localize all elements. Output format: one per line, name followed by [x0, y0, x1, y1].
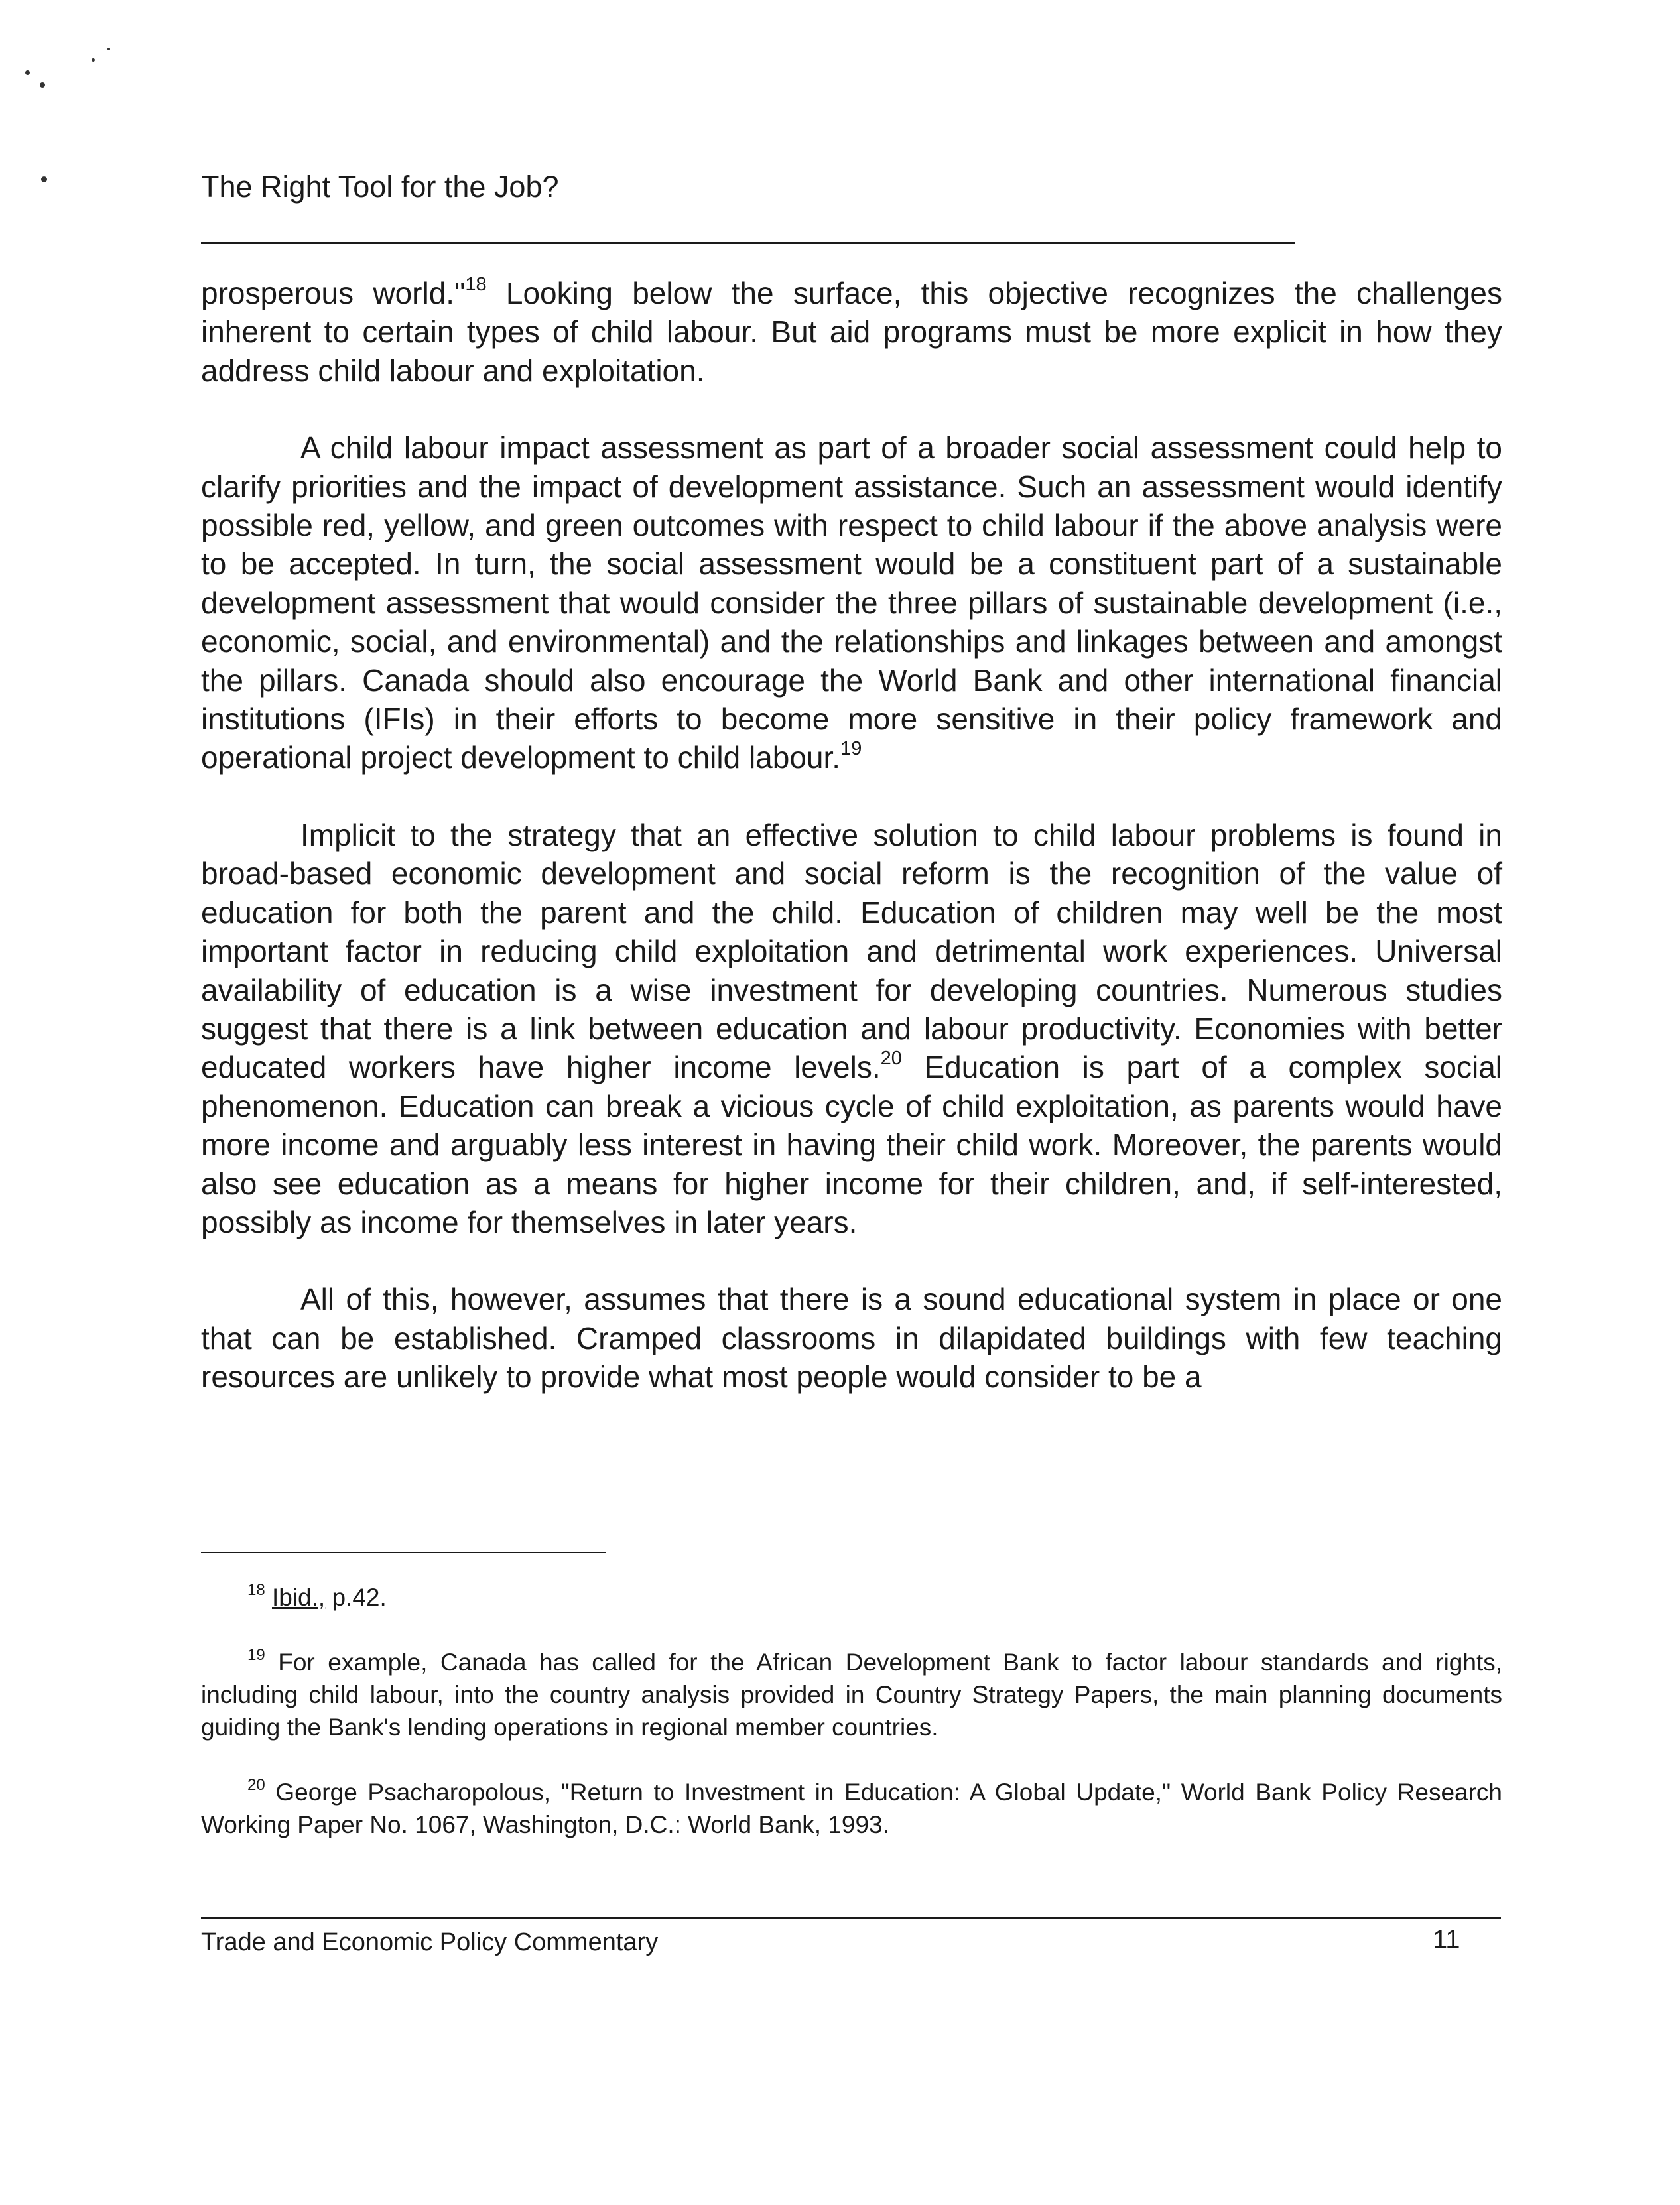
running-footer-label: Trade and Economic Policy Commentary: [201, 1928, 659, 1956]
main-text: [201, 274, 1502, 1435]
running-header-title: The Right Tool for the Job?: [201, 170, 559, 204]
footnote-ref-19: 19: [840, 738, 862, 760]
header-rule: [201, 242, 1295, 244]
paragraph-3-text-b: Education is part of a complex social phenomenon. Education can break a vicious cycle of child exploitation, as parents would have more income and arguably less interest in having their child work. Moreover, the parents would also see education as a means for higher income for their children, and, if self-interested, possibly as income for themselves in later years.: [201, 1050, 1502, 1239]
paragraph-1-text-a: prosperous world.": [201, 276, 466, 310]
footnotes: [201, 1581, 1502, 1873]
footnote-19: [201, 1646, 1502, 1743]
paragraph-4: [201, 1280, 1502, 1396]
paragraph-1: [201, 274, 1502, 390]
page-number: 11: [1433, 1925, 1460, 1954]
footnote-18: [201, 1581, 1502, 1613]
paragraph-3: [201, 816, 1502, 1241]
footnote-20: [201, 1776, 1502, 1841]
footnote-text: For example, Canada has called for the African Development Bank to factor labour standards and rights, including child labour, into the country analysis provided in Country Strategy Papers, the main planning documents guiding the Bank's lending operations in regional member countries.: [201, 1649, 1502, 1741]
paragraph-4-text: All of this, however, assumes that there is a sound educational system in place or one that can be established. Cramped classrooms in dilapidated buildings with few teaching resources are unlikely to provide what most people would consider to be a: [201, 1282, 1502, 1395]
footnote-number: 19: [247, 1646, 265, 1664]
paragraph-1-text-b: Looking below the surface, this objective recognizes the challenges inherent to certain types of child labour. But aid programs must be more explicit in how they address child labour and exploitation.: [201, 276, 1502, 388]
paragraph-2: [201, 428, 1502, 777]
footnote-ibid: Ibid.,: [271, 1584, 326, 1611]
footer-rule: [201, 1917, 1501, 1919]
footnote-ref-18: 18: [465, 274, 487, 295]
footnote-text: p.42.: [325, 1584, 387, 1611]
footnote-number: 20: [247, 1776, 265, 1794]
paragraph-2-text: A child labour impact assessment as part of a broader social assessment could help to clarify priorities and the impact of development assistance. Such an assessment would identify possible red, yellow, and green outcomes with respect to child labour if the above analysis were to be accepted. In turn, the social assessment would be a constituent part of a sustainable development assessment that would consider the three pillars of sustainable development (i.e., economic, social, and environmental) and the relationships and linkages between and amongst the pillars. Canada should also encourage the World Bank and other international financial institutions (IFIs) in their efforts to become more sensitive in their policy framework and operational project development to child labour.: [201, 430, 1502, 775]
footnote-ref-20: 20: [880, 1048, 902, 1070]
footnote-separator: [201, 1552, 606, 1553]
footnote-text: George Psacharopolous, "Return to Investment in Education: A Global Update," World Bank Policy Research Working Paper No. 1067, Washington, D.C.: World Bank, 1993.: [201, 1779, 1502, 1838]
footnote-number: 18: [247, 1581, 265, 1599]
paragraph-3-text-a: Implicit to the strategy that an effective solution to child labour problems is found in broad-based economic development and social reform is the recognition of the value of education for both the parent and the child. Education of children may well be the most important factor in reducing child exploitation and detrimental work experiences. Universal availability of education is a wise investment for developing countries. Numerous studies suggest that there is a link between education and labour productivity. Economies with better educated workers have higher income levels.: [201, 817, 1502, 1085]
